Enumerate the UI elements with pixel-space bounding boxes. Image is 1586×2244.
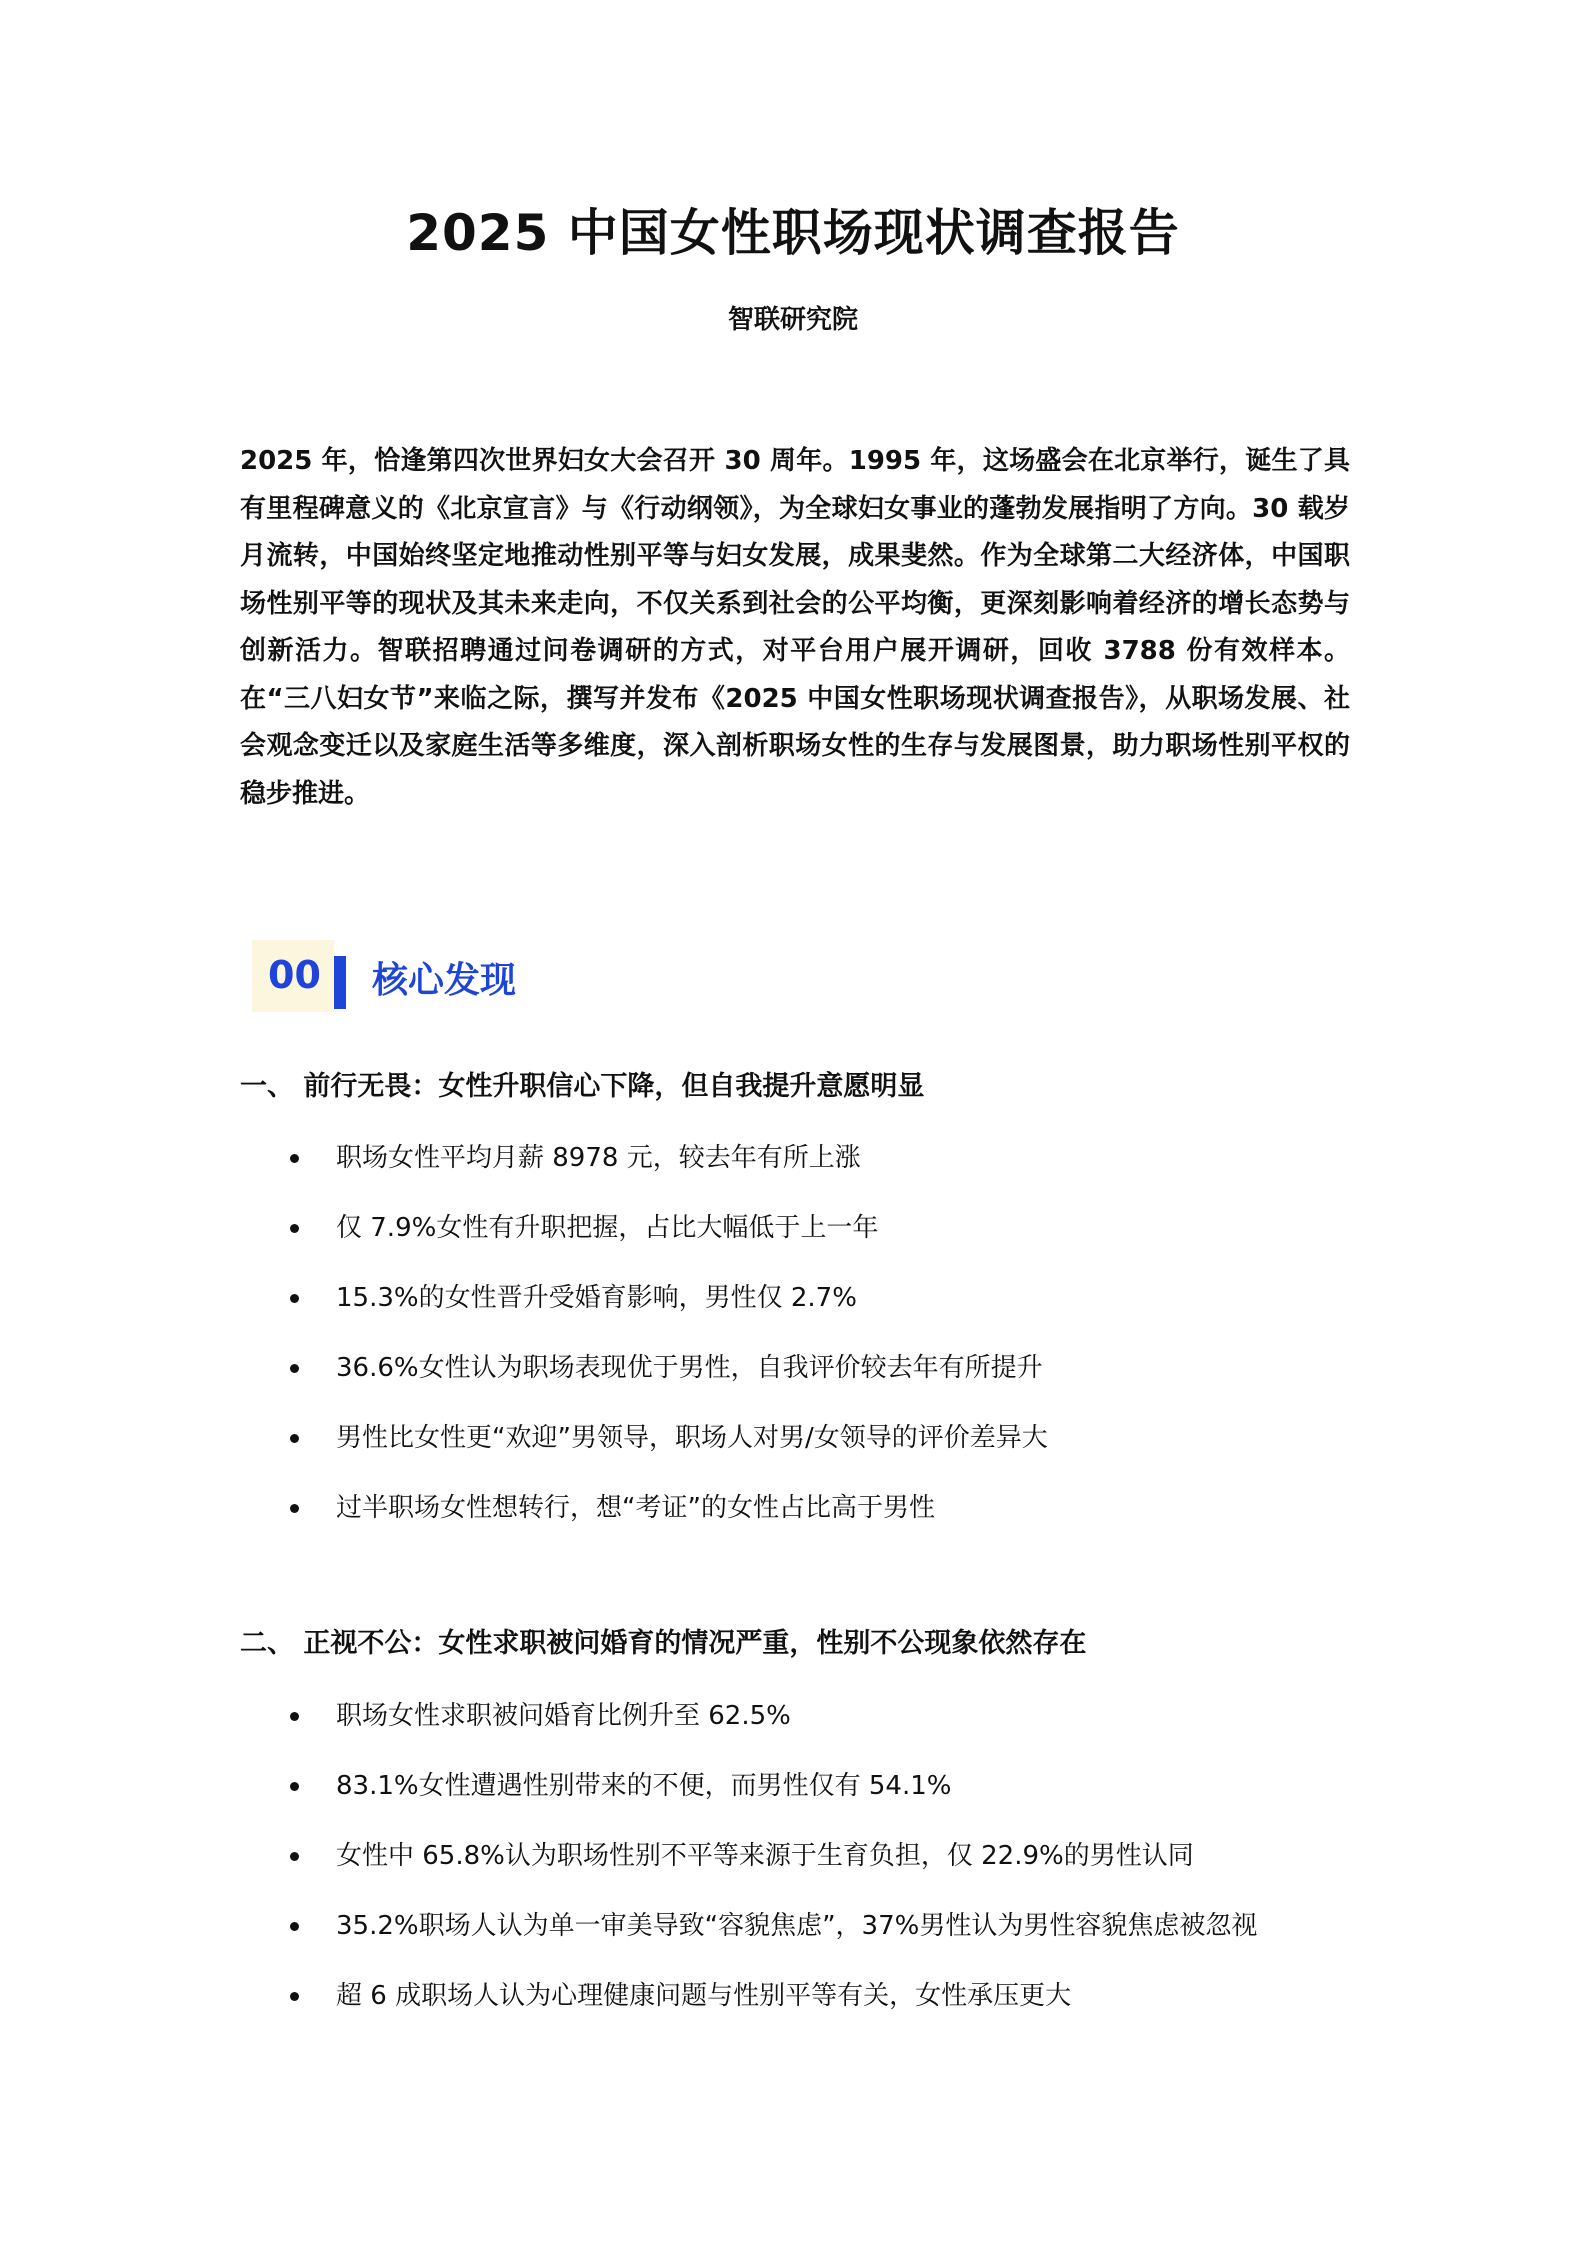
bullet-list-1 bbox=[0, 1139, 1586, 1559]
bullet-dot bbox=[290, 1782, 299, 1791]
list-item bbox=[0, 1139, 1586, 1209]
bullet-dot bbox=[290, 1712, 299, 1721]
group-heading-1: 一、 前行无畏：女性升职信心下降，但自我提升意愿明显 bbox=[240, 1071, 925, 1102]
section-header bbox=[252, 940, 852, 1012]
bullet-dot bbox=[290, 1852, 299, 1861]
list-item-text: 83.1%女性遭遇性别带来的不便，而男性仅有 54.1% bbox=[336, 1771, 952, 1801]
list-item bbox=[0, 1349, 1586, 1419]
list-item-text: 36.6%女性认为职场表现优于男性，自我评价较去年有所提升 bbox=[336, 1353, 1043, 1383]
bullet-dot bbox=[290, 1294, 299, 1303]
page-title: 2025 中国女性职场现状调查报告 bbox=[406, 204, 1180, 262]
list-item-text: 15.3%的女性晋升受婚育影响，男性仅 2.7% bbox=[336, 1283, 857, 1313]
section-accent-bar bbox=[334, 956, 346, 1009]
list-item-text: 35.2%职场人认为单一审美导致“容貌焦虑”，37%男性认为男性容貌焦虑被忽视 bbox=[336, 1911, 1258, 1941]
list-item-text: 超 6 成职场人认为心理健康问题与性别平等有关，女性承压更大 bbox=[336, 1981, 1072, 2011]
list-item-text: 职场女性求职被问婚育比例升至 62.5% bbox=[336, 1701, 791, 1731]
bullet-dot bbox=[290, 1154, 299, 1163]
list-item bbox=[0, 1209, 1586, 1279]
section-title: 核心发现 bbox=[372, 960, 517, 1001]
bullet-list-2 bbox=[0, 1697, 1586, 2047]
section-number-box bbox=[252, 940, 334, 1012]
report-author: 智联研究院 bbox=[727, 305, 858, 335]
section-number: 00 bbox=[268, 953, 321, 997]
bullet-dot bbox=[290, 1504, 299, 1513]
list-item bbox=[0, 1977, 1586, 2047]
bullet-dot bbox=[290, 1364, 299, 1373]
bullet-dot bbox=[290, 1434, 299, 1443]
list-item bbox=[0, 1837, 1586, 1907]
list-item bbox=[0, 1767, 1586, 1837]
list-item bbox=[0, 1419, 1586, 1489]
list-item-text: 过半职场女性想转行，想“考证”的女性占比高于男性 bbox=[336, 1493, 935, 1523]
list-item bbox=[0, 1279, 1586, 1349]
intro-paragraph: 2025 年，恰逢第四次世界妇女大会召开 30 周年。1995 年，这场盛会在北京举行，诞生了具有里程碑意义的《北京宣言》与《行动纲领》，为全球妇女事业的蓬勃发展指明了方向。30 载岁月流转，中国始终坚定地推动性别平等与妇女发展，成果斐然。作为全球第二大经济体，中国职场性别平等的现状及其未来走向，不仅关系到社会的公平均衡，更深刻影响着经济的增长态势与创新活力。智联招聘通过问卷调研的方式，对平台用户展开调研，回收 3788 份有效样本。在“三八妇女节”来临之际，撰写并发布《2025 中国女性职场现状调查报告》，从职场发展、社会观念变迁以及家庭生活等多维度，深入剖析职场女性的生存与发展图景，助力职场性别平权的稳步推进。 bbox=[240, 446, 1350, 809]
list-item-text: 男性比女性更“欢迎”男领导，职场人对男/女领导的评价差异大 bbox=[336, 1423, 1048, 1453]
list-item-text: 仅 7.9%女性有升职把握，占比大幅低于上一年 bbox=[336, 1213, 879, 1243]
list-item bbox=[0, 1489, 1586, 1559]
group-heading-2: 二、 正视不公：女性求职被问婚育的情况严重，性别不公现象依然存在 bbox=[240, 1628, 1087, 1659]
list-item-text: 职场女性平均月薪 8978 元，较去年有所上涨 bbox=[336, 1143, 861, 1173]
bullet-dot bbox=[290, 1922, 299, 1931]
list-item bbox=[0, 1697, 1586, 1767]
list-item-text: 女性中 65.8%认为职场性别不平等来源于生育负担，仅 22.9%的男性认同 bbox=[336, 1841, 1194, 1871]
bullet-dot bbox=[290, 1224, 299, 1233]
bullet-dot bbox=[290, 1992, 299, 2001]
list-item bbox=[0, 1907, 1586, 1977]
